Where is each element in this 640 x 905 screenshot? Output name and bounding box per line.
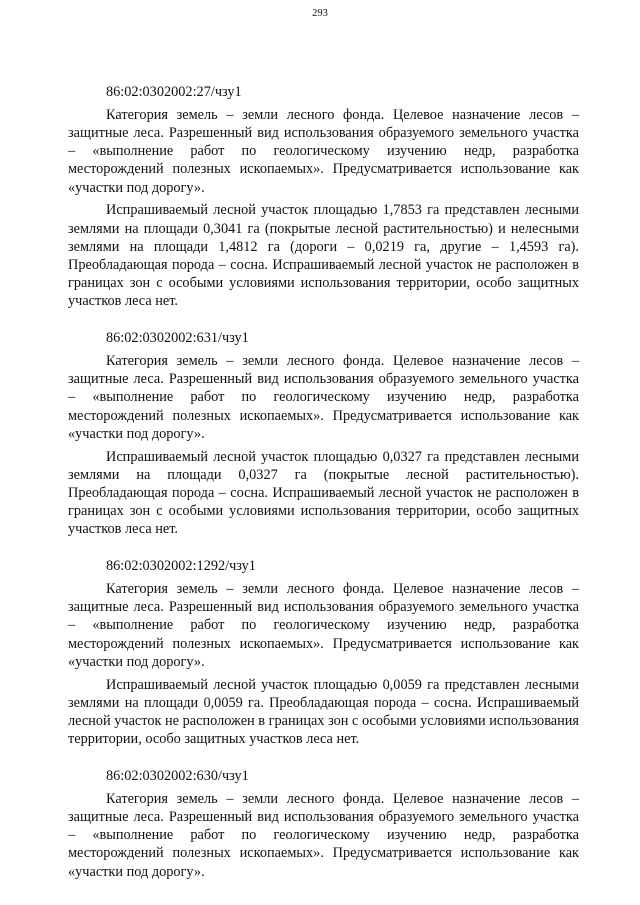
plot-section xyxy=(68,329,579,538)
plot-category-paragraph: Категория земель – земли лесного фонда. Целевое назначение лесов – защитные леса. Разрешенный вид использования образуемого земельного участка – «выполнение работ по геологическому изучению недр, разработка месторождений полезных ископаемых». Предусматривается использование как «участки под дорогу». xyxy=(68,353,579,442)
plot-cadastral-id: 86:02:0302002:631/чзу1 xyxy=(106,330,249,347)
plot-category-paragraph: Категория земель – земли лесного фонда. Целевое назначение лесов – защитные леса. Разрешенный вид использования образуемого земельного участка – «выполнение работ по геологическому изучению недр, разработка месторождений полезных ископаемых». Предусматривается использование как «участки под дорогу». xyxy=(68,581,579,670)
plot-section xyxy=(68,557,579,748)
plot-category-paragraph: Категория земель – земли лесного фонда. Целевое назначение лесов – защитные леса. Разрешенный вид использования образуемого земельного участка – «выполнение работ по геологическому изучению недр, разработка месторождений полезных ископаемых». Предусматривается использование как «участки под дорогу». xyxy=(68,106,579,196)
plot-cadastral-id: 86:02:0302002:630/чзу1 xyxy=(106,768,249,785)
plot-section xyxy=(68,767,579,881)
document-body xyxy=(68,83,579,899)
plot-cadastral-id: 86:02:0302002:27/чзу1 xyxy=(106,84,242,100)
plot-category-paragraph: Категория земель – земли лесного фонда. Целевое назначение лесов – защитные леса. Разрешенный вид использования образуемого земельного участка – «выполнение работ по геологическому изучению недр, разработка месторождений полезных ископаемых». Предусматривается использование как «участки под дорогу». xyxy=(68,790,579,880)
plot-cadastral-id: 86:02:0302002:1292/чзу1 xyxy=(106,558,256,575)
plot-description-paragraph: Испрашиваемый лесной участок площадью 1,7853 га представлен лесными землями на площади 0,3041 га (покрытые лесной растительностью) и нелесными землями на площади 1,4812 га (дороги – 0,0219 га, другие – 1,4593 га). Преобладающая порода – сосна. Испрашиваемый лесной участок не расположен в границах зон с особыми условиями использования территории, особо защитных участков леса нет. xyxy=(68,202,579,310)
plot-description-paragraph: Испрашиваемый лесной участок площадью 0,0059 га представлен лесными землями на площади 0,0059 га. Преобладающая порода – сосна. Испрашиваемый лесной участок не расположен в границах зон с особыми условиями использования территории, особо защитных участков леса нет. xyxy=(68,676,579,748)
plot-description-paragraph: Испрашиваемый лесной участок площадью 0,0327 га представлен лесными землями на площади 0,0327 га (покрытые лесной растительностью). Преобладающая порода – сосна. Испрашиваемый лесной участок не расположен в границах зон с особыми условиями использования территории, особо защитных участков леса нет. xyxy=(68,448,579,538)
page-number: 293 xyxy=(312,8,328,19)
plot-section xyxy=(68,83,579,311)
